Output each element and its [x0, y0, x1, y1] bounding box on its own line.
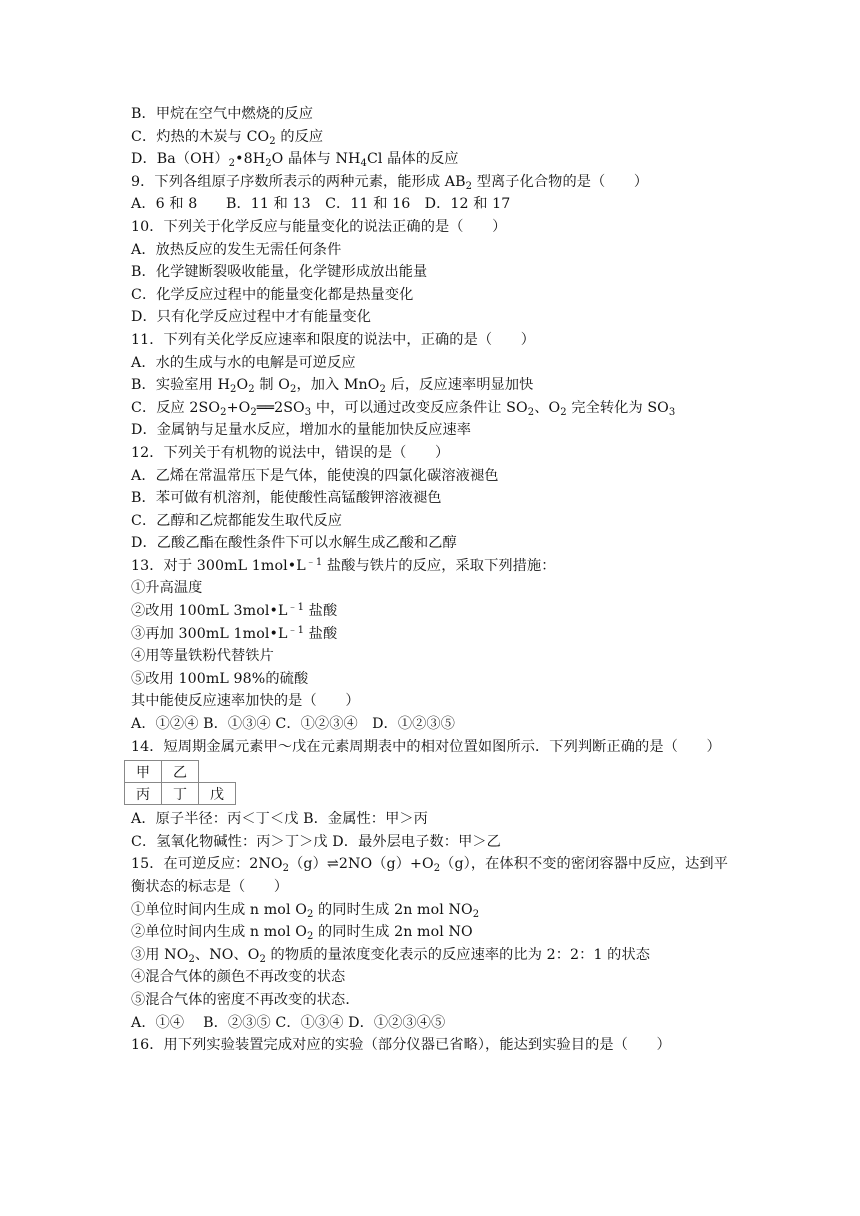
text-line: ④用等量铁粉代替铁片	[131, 648, 274, 665]
text-line: A．水的生成与水的电解是可逆反应	[131, 354, 356, 371]
text-line: 15．在可逆反应：$2NO_2(g)\rightleftharpoons 2NO(g)+O_2(g)$，在体积不变的密闭容器中反应，达到平	[131, 856, 729, 875]
text-line: ①单位时间内生成 n mol $O_2$ 的同时生成 2n mol $NO_2$	[131, 901, 480, 920]
table-cell: 丁	[162, 783, 199, 805]
text-line: A．原子半径：丙＜丁＜戊 B．金属性：甲＞丙	[131, 811, 428, 828]
text-line: D．金属钠与足量水反应，增加水的量能加快反应速率	[131, 422, 472, 439]
question-block-1	[131, 103, 741, 758]
text-line: 9．下列各组原子序数所表示的两种元素，能形成 $AB_2$ 型离子化合物的是（ ）	[131, 173, 649, 192]
text-line: A．放热反应的发生无需任何条件	[131, 241, 342, 258]
text-line: 16．用下列实验装置完成对应的实验（部分仪器已省略），能达到实验目的是（ ）	[131, 1037, 671, 1054]
text-line: B．化学键断裂吸收能量，化学键形成放出能量	[131, 264, 428, 281]
text-line: D．只有化学反应过程中才有能量变化	[131, 309, 372, 326]
text-line: D．乙酸乙酯在酸性条件下可以水解生成乙酸和乙醇	[131, 535, 457, 552]
table-row	[125, 783, 236, 805]
text-line: C．反应 $2SO_2+O_2══2SO_3$ 中，可以通过改变反应条件让 $SO_2$、$O_2$ 完全转化为 $SO_3$	[131, 399, 676, 418]
text-line: B．实验室用 $H_2O_2$ 制 $O_2$，加入 MnO$_2$ 后，反应速率明显加快	[131, 377, 534, 396]
text-line: A．6 和 8 B．11 和 13 C．11 和 16 D．12 和 17	[131, 196, 511, 213]
table-cell: 乙	[162, 761, 199, 783]
text-line: D．$Ba(OH)_2•8H_2O$ 晶体与 $NH_4Cl$ 晶体的反应	[131, 151, 459, 170]
text-line: 衡状态的标志是（ ）	[131, 879, 289, 895]
table-cell: 丙	[125, 783, 162, 805]
table-cell	[199, 761, 236, 783]
text-line: ⑤改用 100mL 98%的硫酸	[131, 670, 309, 687]
text-line: 10．下列关于化学反应与能量变化的说法正确的是（ ）	[131, 218, 507, 235]
text-line: A．①②④ B．①③④ C．①②③④ D．①②③⑤	[131, 716, 455, 733]
text-line: C．乙醇和乙烷都能发生取代反应	[131, 512, 342, 529]
text-line: ①升高温度	[131, 580, 203, 597]
text-line: C．化学反应过程中的能量变化都是热量变化	[131, 286, 414, 303]
text-line: ②单位时间内生成 n mol $O_2$ 的同时生成 2n mol NO	[131, 924, 473, 943]
text-line: 其中能使反应速率加快的是（ ）	[131, 693, 360, 710]
question-block-2	[131, 808, 741, 1057]
text-line: ②改用 100mL $3mol•L^{﹣1}$ 盐酸	[131, 602, 338, 620]
table-row	[125, 761, 236, 783]
text-line: B．甲烷在空气中燃烧的反应	[131, 106, 313, 122]
periodic-position-table	[124, 760, 236, 805]
text-line: A．①④ B．②③⑤ C．①③④ D．①②③④⑤	[131, 1014, 446, 1031]
table-cell: 戊	[199, 783, 236, 805]
text-line: ⑤混合气体的密度不再改变的状态．	[131, 991, 360, 1008]
document-page	[131, 103, 741, 1057]
text-line: 14．短周期金属元素甲～戊在元素周期表中的相对位置如图所示．下列判断正确的是（ ）	[131, 738, 721, 755]
text-line: ③用 $NO_2$、NO、$O_2$ 的物质的量浓度变化表示的反应速率的比为 2：2：1 的状态	[131, 946, 651, 965]
text-line: 13．对于 300mL $1mol•L^{﹣1}$ 盐酸与铁片的反应，采取下列措施：	[131, 556, 556, 574]
text-line: ③再加 300mL $1mol•L^{﹣1}$ 盐酸	[131, 624, 338, 642]
text-line: 11．下列有关化学反应速率和限度的说法中，正确的是（ ）	[131, 331, 536, 348]
text-line: 12．下列关于有机物的说法中，错误的是（ ）	[131, 444, 450, 461]
text-line: A．乙烯在常温常压下是气体，能使溴的四氯化碳溶液褪色	[131, 467, 499, 484]
text-line: B．苯可做有机溶剂，能使酸性高锰酸钾溶液褪色	[131, 490, 442, 507]
text-line: C．灼热的木炭与 $CO_2$ 的反应	[131, 128, 324, 147]
text-line: C．氢氧化物碱性：丙＞丁＞戊 D．最外层电子数：甲＞乙	[131, 833, 501, 850]
table-cell: 甲	[125, 761, 162, 783]
text-line: ④混合气体的颜色不再改变的状态	[131, 969, 346, 986]
